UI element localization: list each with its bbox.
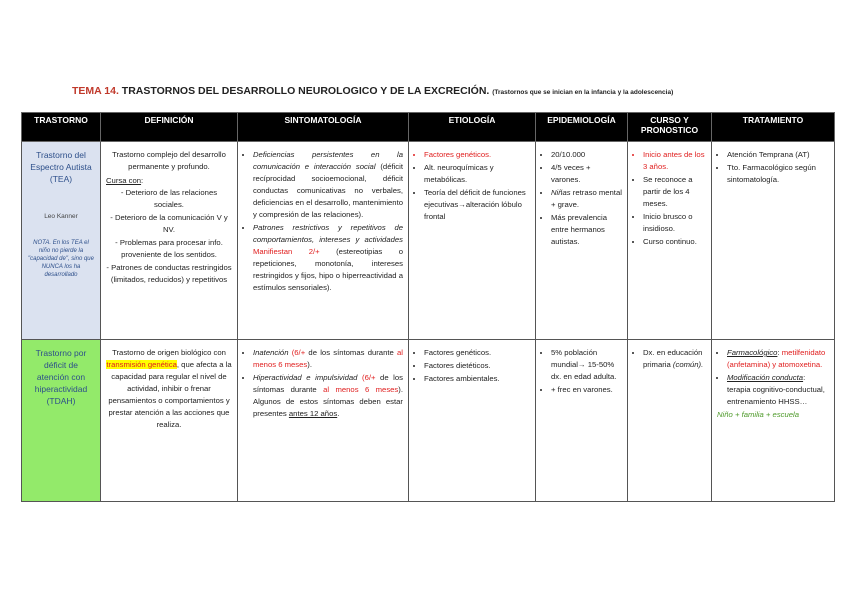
- tdah-symptoms-list: [243, 347, 403, 420]
- tdah-name: Trastorno por déficit de atención con hiperactividad (TDAH): [34, 348, 88, 406]
- header-curso: CURSO Y PRONOSTICO: [628, 113, 712, 142]
- tea-cursa-label: Cursa con:: [106, 176, 144, 185]
- topic-subtitle: (Trastornos que se inician en la infancia y la adolescencia): [492, 89, 674, 96]
- list-item: • 4/5 veces + varones.: [551, 162, 622, 186]
- table-row-tdah: [22, 340, 835, 502]
- tdah-name-cell: [22, 340, 101, 502]
- tdah-treatment-list: [717, 347, 829, 408]
- tea-author: Leo Kanner: [44, 213, 78, 220]
- tdah-epidemiology-cell: [536, 340, 628, 502]
- list-item: • Factores ambientales.: [424, 373, 530, 385]
- header-trastorno: TRASTORNO: [22, 113, 101, 142]
- list-item: • Farmacológico: metilfenidato (anfetamina) y atomoxetina.: [727, 347, 829, 371]
- header-definicion: DEFINICIÓN: [101, 113, 238, 142]
- list-item: - Deterioro de la comunicación V y NV.: [110, 213, 228, 234]
- list-item: • Curso continuo.: [643, 236, 706, 248]
- tdah-definition-cell: Trastorno de origen biológico con transmisión genética, que afecta a la capacidad para regular el nivel de actividad, inhibir o frenar pensamientos o comportamientos y prestar atención a las acciones que realiza.: [101, 340, 238, 502]
- header-epidemiologia: EPIDEMIOLOGÍA: [536, 113, 628, 142]
- page-title: [72, 85, 673, 97]
- table-header-row: [22, 113, 835, 142]
- list-item: • Inatención (6/+ de los síntomas durante al menos 6 meses).: [253, 347, 403, 371]
- disorders-table: [21, 112, 835, 502]
- header-etiologia: ETIOLOGÍA: [409, 113, 536, 142]
- tea-name: Trastorno del Espectro Autista (TEA): [30, 150, 92, 184]
- list-item: • Hiperactividad e impulsividad (6/+ de los síntomas durante al menos 6 meses). Algunos de estos síntomas deben estar presentes antes 12 años.: [253, 372, 403, 420]
- list-item: • Teoría del déficit de funciones ejecutivas→alteración lóbulo frontal: [424, 187, 530, 223]
- tea-treatment-list: [717, 149, 829, 186]
- tea-course-list: [633, 149, 706, 248]
- list-item: • Modificación conducta: terapia cognitivo-conductual, entrenamiento HHSS…: [727, 372, 829, 408]
- header-sintomatologia: SINTOMATOLOGÍA: [238, 113, 409, 142]
- tea-name-cell: [22, 142, 101, 340]
- tdah-etiology-list: [414, 347, 530, 385]
- treatment-footer: Niño + familia + escuela: [717, 410, 800, 419]
- list-item: • Inicio brusco o insidioso.: [643, 211, 706, 235]
- tea-treatment-cell: [712, 142, 835, 340]
- list-item: • + frec en varones.: [551, 384, 622, 396]
- list-item: • Dx. en educación primaria (común).: [643, 347, 706, 371]
- list-item: • Deficiencias persistentes en la comunicación e interacción social (déficit recíprocidad socioemocional, déficit conductas comunicativas no verbales, deficiencias en el desarrollo, mantenimiento y compresión de las relaciones).: [253, 149, 403, 221]
- tea-epidemiology-cell: [536, 142, 628, 340]
- list-item: • Niñas retraso mental + grave.: [551, 187, 622, 211]
- tea-etiology-cell: [409, 142, 536, 340]
- tea-epidemiology-list: [541, 149, 622, 248]
- topic-title: TRASTORNOS DEL DESARROLLO NEUROLOGICO Y DE LA EXCRECIÓN.: [118, 85, 490, 97]
- list-item: • Factores genéticos.: [424, 149, 530, 161]
- list-item: • Se reconoce a partir de los 4 meses.: [643, 174, 706, 210]
- list-item: • Patrones restrictivos y repetitivos de comportamientos, intereses y actividades Manifiestan 2/+ (estereotipias o repeticiones, monotonía, intereses restringidos y fijos, hipo o hiperreactividad a estímulos sensoriales).: [253, 222, 403, 294]
- list-item: - Patrones de conductas restringidos (limitados, reducidos) y repetitivos: [106, 263, 232, 284]
- list-item: • Factores genéticos.: [424, 347, 530, 359]
- list-item: - Deterioro de las relaciones sociales.: [120, 188, 218, 209]
- topic-number: TEMA 14.: [72, 85, 119, 97]
- list-item: • Factores dietéticos.: [424, 360, 530, 372]
- tea-definition-cell: [101, 142, 238, 340]
- tdah-treatment-cell: [712, 340, 835, 502]
- tea-symptoms-list: [243, 149, 403, 294]
- list-item: • Tto. Farmacológico según sintomatología.: [727, 162, 829, 186]
- tdah-course-cell: [628, 340, 712, 502]
- list-item: • 5% población mundial→ 15-50% dx. en edad adulta.: [551, 347, 622, 383]
- tdah-etiology-cell: [409, 340, 536, 502]
- list-item: • Atención Temprana (AT): [727, 149, 829, 161]
- tdah-course-list: [633, 347, 706, 371]
- tea-symptoms-cell: [238, 142, 409, 340]
- tea-etiology-list: [414, 149, 530, 223]
- table-row-tea: [22, 142, 835, 340]
- header-tratamiento: TRATAMIENTO: [712, 113, 835, 142]
- tdah-symptoms-cell: [238, 340, 409, 502]
- genetic-highlight: transmisión genética: [106, 360, 177, 369]
- list-item: • Inicio antes de los 3 años.: [643, 149, 706, 173]
- tea-definition-list: [106, 187, 232, 286]
- list-item: • Más prevalencia entre hermanos autistas.: [551, 212, 622, 248]
- list-item: - Problemas para procesar info. proveniente de los sentidos.: [115, 238, 223, 259]
- tea-note: NOTA. En los TEA el niño no pierde la "capacidad de", sino que NUNCA los ha desarrollado: [28, 240, 94, 278]
- tea-definition-intro: Trastorno complejo del desarrollo permanente y profundo.: [112, 150, 226, 171]
- list-item: • 20/10.000: [551, 149, 622, 161]
- tea-course-cell: [628, 142, 712, 340]
- tdah-epidemiology-list: [541, 347, 622, 396]
- list-item: • Alt. neuroquímicas y metabólicas.: [424, 162, 530, 186]
